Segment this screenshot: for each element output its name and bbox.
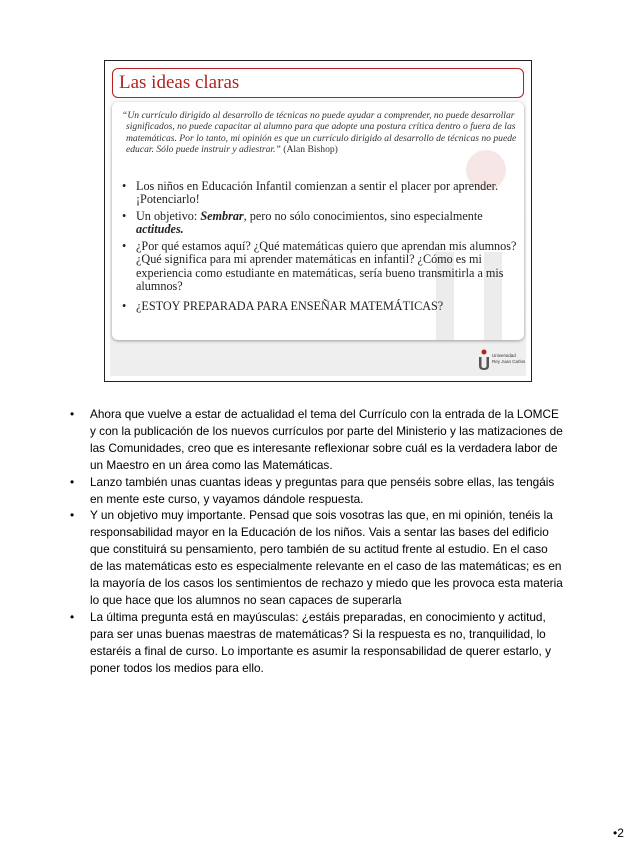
- note-text: La última pregunta está en mayúsculas: ¿estáis preparadas, en conocimiento y actitud, para ser unas buenas maestras de matemáticas? Si la respuesta es no, tranquilidad, lo estaréis a final de curso. Lo importante es asumir la responsabilidad de querer estarlo, y poner todos los medios para ello.: [90, 609, 551, 675]
- slide-content-box: [112, 102, 524, 340]
- page-number: •2: [613, 826, 624, 840]
- bullet-glyph: •: [122, 179, 127, 193]
- slide-bullet-emphasis: Sembrar: [200, 209, 244, 223]
- slide-quote: [122, 110, 524, 155]
- university-logo-icon: [478, 349, 490, 371]
- note-item: [64, 609, 564, 677]
- logo-text-line: Universidad: [492, 353, 516, 358]
- slide-bullet-mid: , pero no sólo conocimientos, sino especialmente: [243, 209, 483, 223]
- note-item: [64, 507, 564, 608]
- logo-text-line: Rey Juan Carlos: [492, 359, 526, 364]
- university-logo: [478, 349, 526, 373]
- note-item: [64, 406, 564, 474]
- note-text: Ahora que vuelve a estar de actualidad el tema del Currículo con la entrada de la LOMCE y con la publicación de los nuevos currículos por parte del Ministerio y las matizaciones de las Comunidades, creo que es interesante reflexionar sobre cuál es la verdadera labor de un Maestro en un área como las Matemáticas.: [90, 407, 563, 472]
- slide-title-bar: [112, 68, 524, 98]
- slide-bullet-text: [136, 210, 522, 237]
- slide-bullet-text: ¿Por qué estamos aquí? ¿Qué matemáticas quiero que aprendan mis alumnos? ¿Qué significa para mi aprender matemáticas en infantil? ¿Cómo es mi experiencia como estudiante en matemáticas, sería bueno transmitirla a mis alumnos?: [136, 239, 517, 294]
- slide-quote-text: “Un currículo dirigido al desarrollo de técnicas no puede ayudar a comprender, no puede desarrollar significados, no puede capacitar al alumno para que adopte una postura crítica dentro o fuera de las matemáticas. Por lo tanto, mi opinión es que un currículo dirigido al desarrollo de técnicas no puede educar. Sólo puede instruir y adiestrar.”: [122, 110, 517, 155]
- bullet-glyph: •: [70, 508, 75, 523]
- bullet-glyph: •: [122, 299, 127, 313]
- bullet-glyph: •: [122, 239, 127, 253]
- speaker-notes: [64, 406, 564, 677]
- bullet-glyph: •: [70, 474, 75, 489]
- bullet-glyph: •: [70, 609, 75, 624]
- bullet-glyph: •: [70, 407, 75, 421]
- note-text: Y un objetivo muy importante. Pensad que sois vosotras las que, en mi opinión, tenéis la responsabilidad mayor en la Educación de los niños. Vais a sentar las bases del edificio que constituirá su pensamiento, pero también de su actitud frente al estudio. En el caso de las matemáticas esto es especialmente relevante en el caso de las matemáticas; es en la mayoría de los casos los sentimientos de rechazo y miedo que les provoca esta materia lo que hace que los alumnos no sean capaces de superarla: [90, 508, 563, 607]
- slide-bullet-pre: Un objetivo:: [136, 209, 201, 223]
- note-item: [64, 474, 564, 508]
- slide-title: Las ideas claras: [119, 72, 240, 93]
- slide-bullet-text: Los niños en Educación Infantil comienzan a sentir el placer por aprender. ¡Potenciarlo!: [136, 179, 499, 207]
- slide-background: [110, 66, 526, 376]
- slide-thumbnail: [104, 60, 532, 382]
- slide-bullet-emphasis: actitudes.: [136, 222, 184, 237]
- slide-quote-author: (Alan Bishop): [283, 143, 338, 155]
- note-text: Lanzo también unas cuantas ideas y preguntas para que penséis sobre ellas, las tengáis en mente este curso, y vayamos dándole respuesta.: [90, 474, 555, 506]
- slide-bullet-text: ¿ESTOY PREPARADA PARA ENSEÑAR MATEMÁTICAS?: [136, 299, 444, 313]
- bullet-glyph: •: [122, 209, 127, 223]
